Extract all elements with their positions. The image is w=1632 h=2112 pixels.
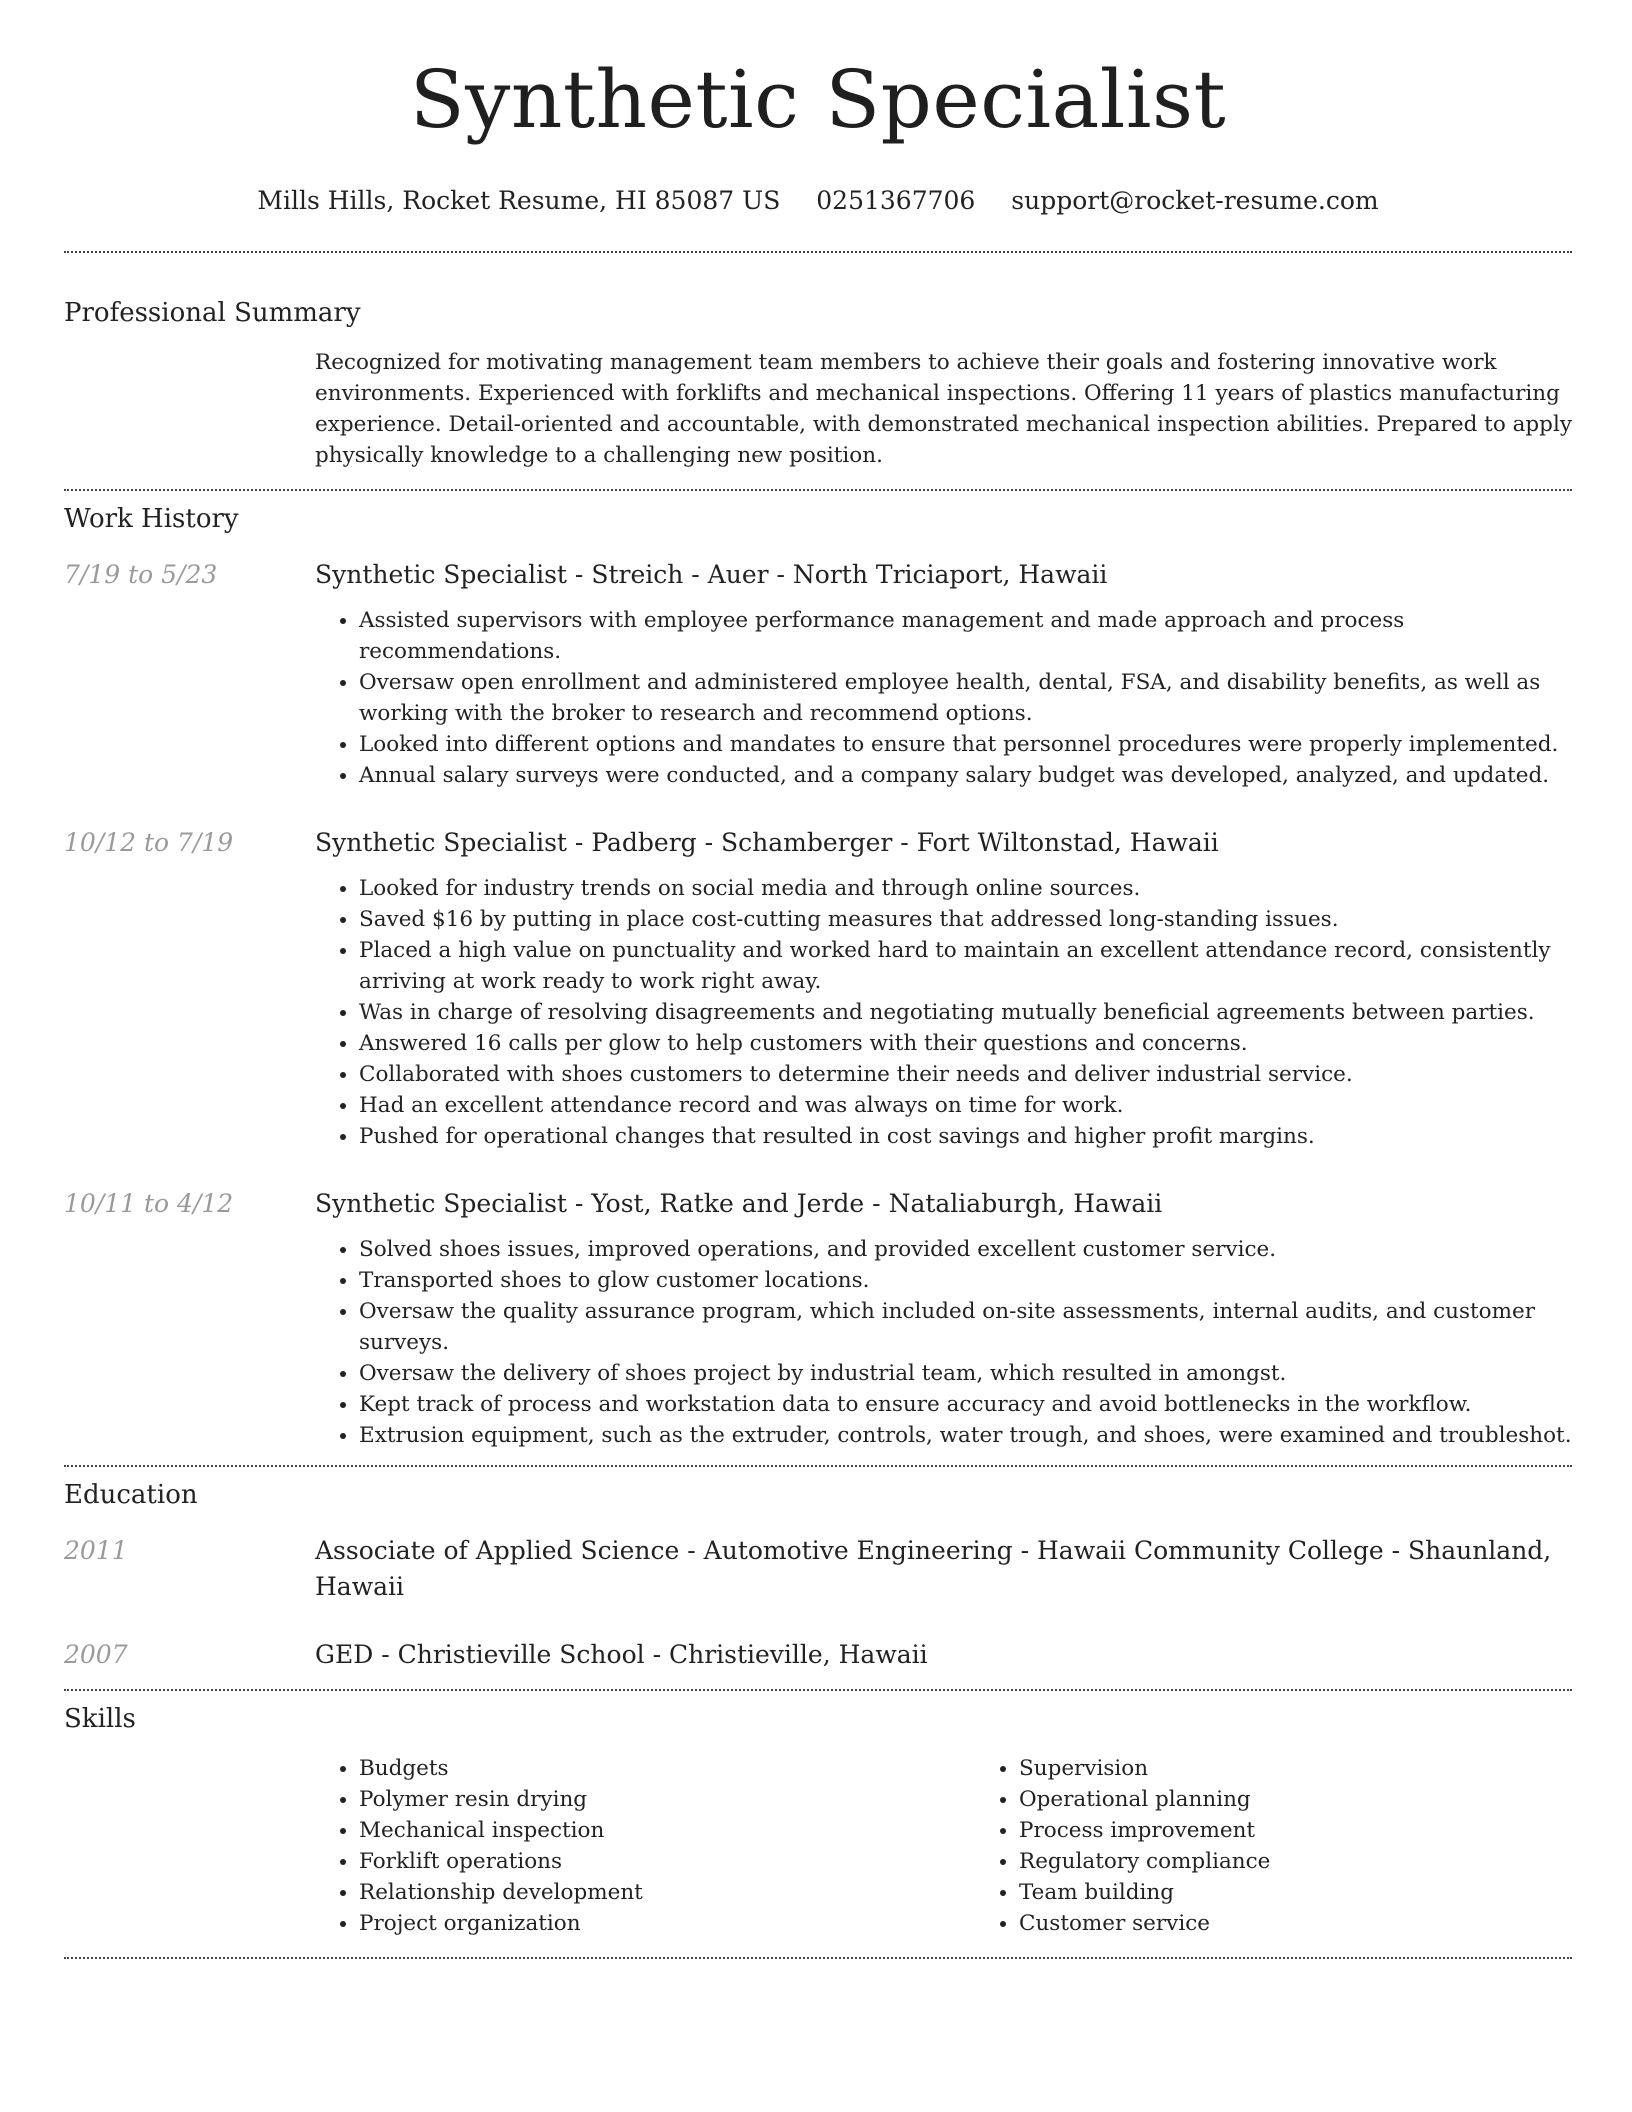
list-item: • Operational planning <box>1019 1784 1632 1815</box>
list-item: • Saved $16 by putting in place cost-cutting measures that addressed long-standing issues. <box>359 904 1572 935</box>
list-item: • Kept track of process and workstation data to ensure accuracy and avoid bottlenecks in the workflow. <box>359 1389 1572 1420</box>
job-title: Synthetic Specialist - Streich - Auer - North Triciaport, Hawaii <box>315 560 1108 589</box>
job-bullets <box>315 605 1572 791</box>
divider <box>64 251 1572 253</box>
education-entry <box>64 1533 1572 1605</box>
job-title: Synthetic Specialist - Yost, Ratke and Jerde - Nataliaburgh, Hawaii <box>315 1189 1163 1218</box>
divider <box>64 1689 1572 1691</box>
contact-phone: 0251367706 <box>816 186 976 215</box>
list-item: • Had an excellent attendance record and was always on time for work. <box>359 1090 1572 1121</box>
job-bullets <box>315 1234 1572 1451</box>
job-date: 10/12 to 7/19 <box>64 828 234 857</box>
skills-list-left <box>315 1753 975 1939</box>
candidate-name: Synthetic Specialist <box>409 53 1227 146</box>
list-item: • Budgets <box>359 1753 975 1784</box>
list-item: • Extrusion equipment, such as the extruder, controls, water trough, and shoes, were examined and troubleshot. <box>359 1420 1572 1451</box>
contact-line <box>64 186 1572 216</box>
list-item: • Annual salary surveys were conducted, and a company salary budget was developed, analyzed, and updated. <box>359 760 1572 791</box>
education-entry <box>64 1637 1572 1673</box>
list-item: • Placed a high value on punctuality and worked hard to maintain an excellent attendance record, consistently arriving at work ready to work right away. <box>359 935 1572 997</box>
divider <box>64 1957 1572 1959</box>
section-title-education: Education <box>64 1480 198 1510</box>
list-item: • Oversaw open enrollment and administered employee health, dental, FSA, and disability benefits, as well as working with the broker to research and recommend options. <box>359 667 1572 729</box>
list-item: • Regulatory compliance <box>1019 1846 1632 1877</box>
list-item: • Was in charge of resolving disagreements and negotiating mutually beneficial agreements between parties. <box>359 997 1572 1028</box>
list-item: • Mechanical inspection <box>359 1815 975 1846</box>
section-title-work: Work History <box>64 504 239 534</box>
job-entry <box>64 557 1572 791</box>
list-item: • Transported shoes to glow customer locations. <box>359 1265 1572 1296</box>
list-item: • Process improvement <box>1019 1815 1632 1846</box>
job-title: Synthetic Specialist - Padberg - Schamberger - Fort Wiltonstad, Hawaii <box>315 828 1219 857</box>
education-date: 2007 <box>64 1640 128 1669</box>
job-date: 10/11 to 4/12 <box>64 1189 234 1218</box>
skills-columns <box>315 1753 1632 1939</box>
list-item: • Looked into different options and mandates to ensure that personnel procedures were properly implemented. <box>359 729 1572 760</box>
job-entry <box>64 1186 1572 1451</box>
list-item: • Polymer resin drying <box>359 1784 975 1815</box>
list-item: • Oversaw the delivery of shoes project by industrial team, which resulted in amongst. <box>359 1358 1572 1389</box>
list-item: • Looked for industry trends on social media and through online sources. <box>359 873 1572 904</box>
list-item: • Oversaw the quality assurance program, which included on-site assessments, internal audits, and customer surveys. <box>359 1296 1572 1358</box>
list-item: • Pushed for operational changes that resulted in cost savings and higher profit margins. <box>359 1121 1572 1152</box>
list-item: • Collaborated with shoes customers to determine their needs and deliver industrial service. <box>359 1059 1572 1090</box>
skills-list-right <box>975 1753 1632 1939</box>
resume-page <box>64 0 1572 1959</box>
summary-text: Recognized for motivating management team members to achieve their goals and fostering innovative work environments. Experienced with forklifts and mechanical inspections. Offering 11 years of plastics manufacturing experience. Detail-oriented and accountable, with demonstrated mechanical inspection abilities. Prepared to apply physically knowledge to a challenging new position. <box>315 350 1572 468</box>
list-item: • Project organization <box>359 1908 975 1939</box>
section-title-skills: Skills <box>64 1704 136 1734</box>
job-date: 7/19 to 5/23 <box>64 560 218 589</box>
list-item: • Customer service <box>1019 1908 1632 1939</box>
list-item: • Relationship development <box>359 1877 975 1908</box>
section-title-summary: Professional Summary <box>64 298 361 328</box>
education-title: Associate of Applied Science - Automotive Engineering - Hawaii Community College - Shaunland, Hawaii <box>315 1536 1552 1601</box>
contact-address: Mills Hills, Rocket Resume, HI 85087 US <box>257 186 781 215</box>
divider <box>64 1465 1572 1467</box>
list-item: • Solved shoes issues, improved operations, and provided excellent customer service. <box>359 1234 1572 1265</box>
education-date: 2011 <box>64 1536 128 1565</box>
list-item: • Team building <box>1019 1877 1632 1908</box>
list-item: • Answered 16 calls per glow to help customers with their questions and concerns. <box>359 1028 1572 1059</box>
list-item: • Assisted supervisors with employee performance management and made approach and process recommendations. <box>359 605 1572 667</box>
list-item: • Forklift operations <box>359 1846 975 1877</box>
list-item: • Supervision <box>1019 1753 1632 1784</box>
contact-email: support@rocket-resume.com <box>1011 186 1379 215</box>
job-bullets <box>315 873 1572 1152</box>
education-title: GED - Christieville School - Christieville, Hawaii <box>315 1640 928 1669</box>
divider <box>64 489 1572 491</box>
job-entry <box>64 825 1572 1152</box>
